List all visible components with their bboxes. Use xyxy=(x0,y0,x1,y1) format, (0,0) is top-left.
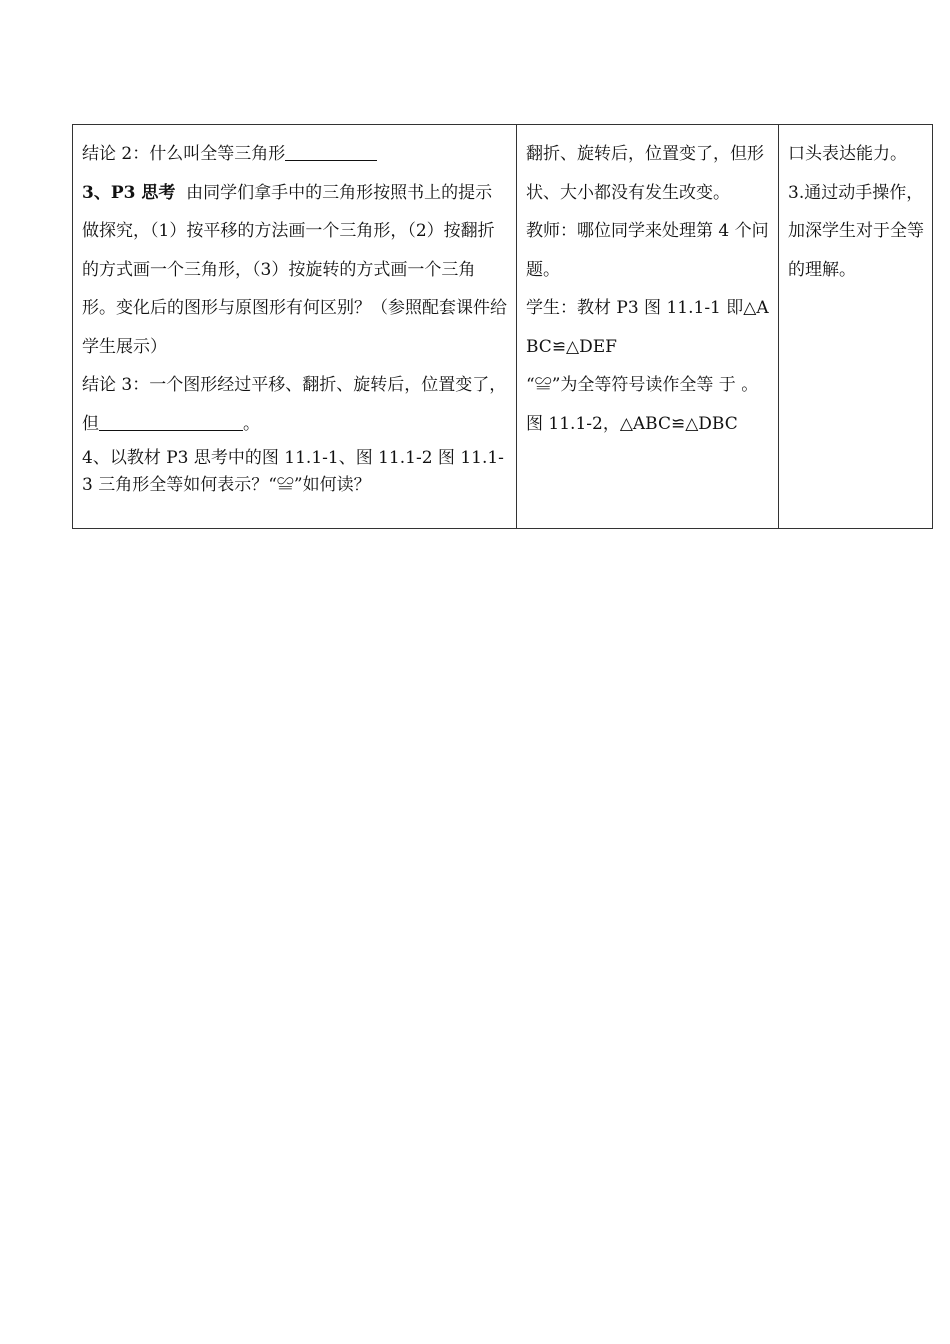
answer-blank xyxy=(285,143,377,161)
conclusion-2: 结论 2：什么叫全等三角形 xyxy=(82,135,508,174)
conclusion-3: 结论 3：一个图形经过平移、翻折、旋转后，位置变了，但 。 xyxy=(82,375,507,434)
question-4: 4、以教材 P3 思考中的图 11.1-1、图 11.1-2 图 11.1-3 三角形全等如何表示？“≌”如何读？ xyxy=(82,448,504,495)
purpose-line-2: 3.通过动手操作，加深学生对于全等的理解。 xyxy=(788,182,924,280)
purpose-line-1: 口头表达能力。 xyxy=(788,144,907,164)
table-row xyxy=(73,125,933,529)
interaction-cell xyxy=(517,125,779,529)
transform-result: 翻折、旋转后，位置变了，但形状、大小都没有发生改变。 xyxy=(526,144,764,203)
activity-cell xyxy=(73,125,517,529)
purpose-cell xyxy=(779,125,933,529)
answer-blank xyxy=(99,413,243,431)
congruence-symbol-note: “≌”为全等符号读作全等 于 。 图 11.1-2，△ABC≌△DBC xyxy=(526,375,759,434)
section-3-body: 由同学们拿手中的三角形按照书上的提示做探究，（1）按平移的方法画一个三角形，（2）按翻折的方式画一个三角形，（3）按旋转的方式画一个三角形。变化后的图形与原图形有何区别？（参照配套课件给学生展示） xyxy=(82,182,507,357)
student-line: 学生：教材 P3 图 11.1-1 即△ABC≌△DEF xyxy=(526,298,769,357)
section-3 xyxy=(82,174,508,367)
section-3-heading: 3、P3 思考 xyxy=(82,182,176,203)
lesson-table xyxy=(72,124,933,529)
teacher-line: 教师：哪位同学来处理第 4 个问题。 xyxy=(526,221,769,280)
